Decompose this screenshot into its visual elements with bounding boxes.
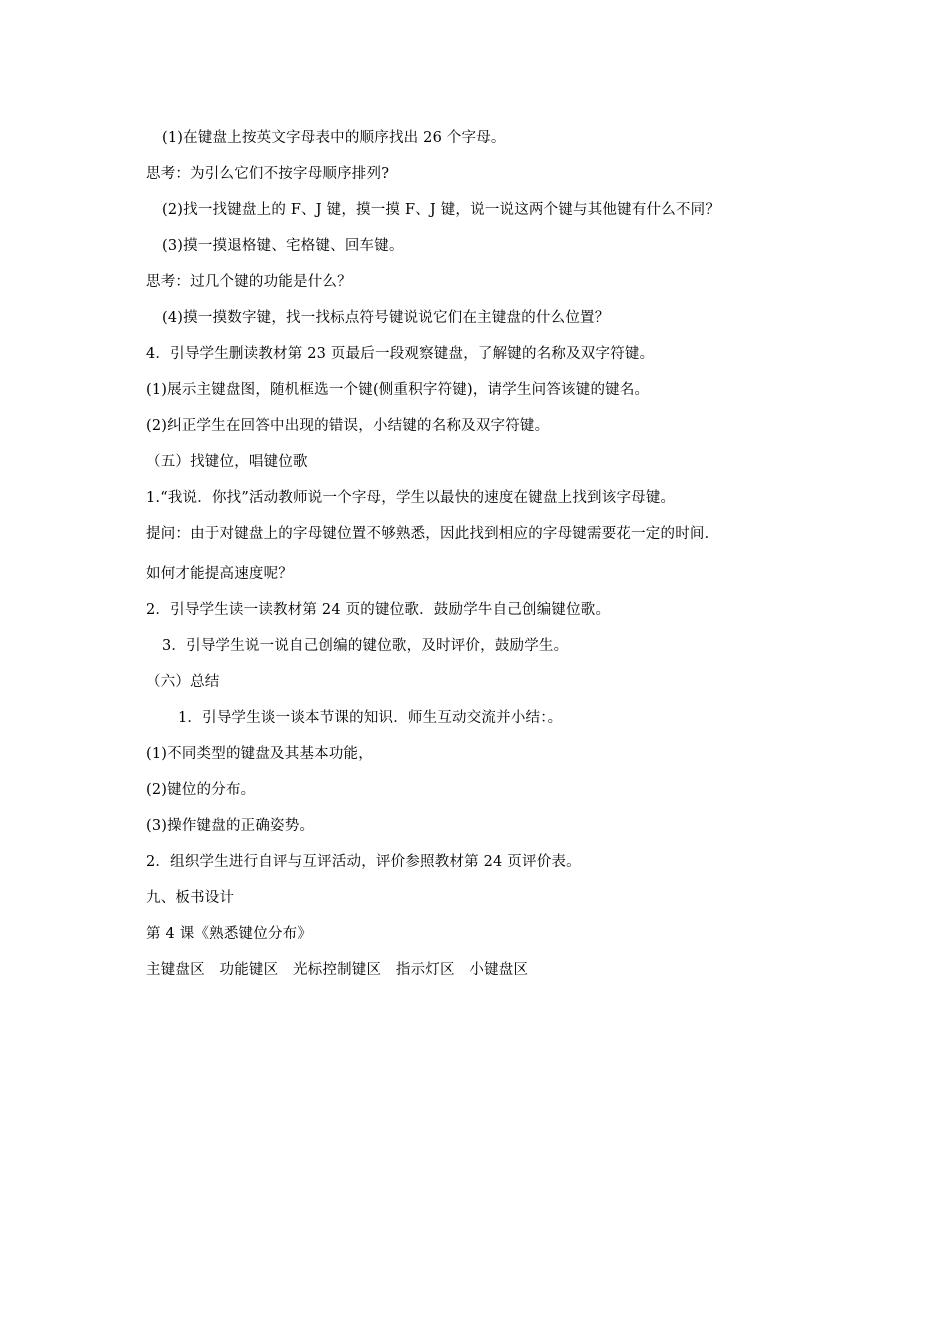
text-line: (3)操作键盘的正确姿势。 [146,818,315,834]
section-heading: （五）找键位，唱键位歌 [146,454,308,470]
text-line: 如何才能提高速度呢？ [146,566,293,582]
board-design-line: 主键盘区 功能键区 光标控制键区 指示灯区 小键盘区 [146,962,529,978]
text-line: 4．引导学生删读教材第 23 页最后一段观察键盘，了解键的名称及双字符键。 [146,346,655,362]
section-heading: 九、板书设计 [146,890,235,906]
text-line: (1)展示主键盘图，随机框选一个键(侧重积字符键)，请学生问答该键的键名。 [146,382,650,398]
text-line: (2)键位的分布。 [146,782,256,798]
text-line: 3．引导学生说一说自己创编的键位歌，及时评价，鼓励学生。 [162,638,569,654]
text-line: (2)找一找键盘上的 F、J 键，摸一摸 F、J 键，说一说这两个键与其他键有什么不同？ [162,202,721,218]
text-line: (2)纠正学生在回答中出现的错误，小结键的名称及双字符键。 [146,418,550,434]
text-line: (1)在键盘上按英文字母表中的顺序找出 26 个字母。 [162,130,506,146]
text-line: 思考：为引么它们不按字母顺序排列? [146,166,390,182]
lesson-title: 第 4 课《熟悉键位分布》 [146,926,313,942]
text-line: (4)摸一摸数字键，找一找标点符号键说说它们在主键盘的什么位置？ [162,310,610,326]
text-line: 提问：由于对键盘上的字母键位置不够熟悉，因此找到相应的字母键需要花一定的时间． [146,526,720,542]
text-line: 1．引导学生谈一谈本节课的知识．师生互动交流并小结：。 [178,710,563,726]
text-line: 思考：过几个键的功能是什么？ [146,274,352,290]
section-heading: （六）总结 [146,674,220,690]
text-line: (3)摸一摸退格键、宅格键、回车键。 [162,238,404,254]
text-line: (1)不同类型的键盘及其基本功能， [146,746,373,762]
text-line: 2．引导学生读一读教材第 24 页的键位歌．鼓励学牛自己创编键位歌。 [146,602,611,618]
text-line: 1.“我说．你找”活动教师说一个字母，学生以最快的速度在键盘上找到该字母键。 [146,490,676,506]
text-line: 2．组织学生进行自评与互评活动，评价参照教材第 24 页评价表。 [146,854,581,870]
